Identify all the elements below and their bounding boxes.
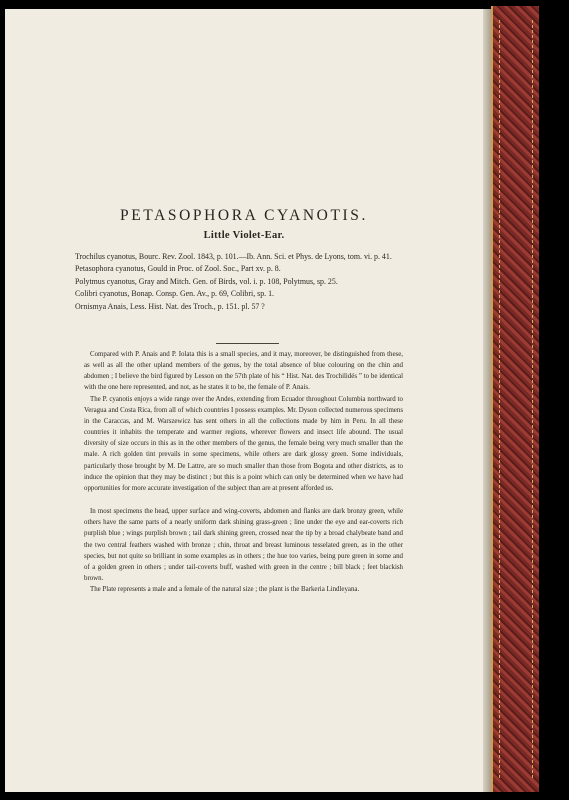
divider-rule bbox=[216, 343, 279, 344]
page-subtitle: Little Violet-Ear. bbox=[203, 230, 285, 241]
synonymy-entry: Colibri cyanotus, Bonap. Consp. Gen. Av., p. 69, Colibri, sp. 1. bbox=[75, 289, 275, 299]
body-paragraph: Compared with P. Anais and P. Iolata this is a small species, and it may, moreover, be distinguished from these, as well as all the other upland members of the genus, by the total absence of blue colouring on the chin and abdomen ; I believe the bird figured by Lesson on the 57th plate of his “ Hist. Nat. des Trochilidés ” to be identical with the one here represented, and not, as he states it to be, the female of P. Anais. bbox=[84, 351, 403, 392]
synonymy-entry: Ornismya Anais, Less. Hist. Nat. des Troch., p. 151. pl. 57 ? bbox=[75, 301, 265, 311]
synonymy-entry: Polytmus cyanotus, Gray and Mitch. Gen. of Birds, vol. i. p. 108, Polytmus, sp. 25. bbox=[75, 276, 338, 286]
body-text bbox=[84, 349, 403, 595]
synonymy-entry: Petasophora cyanotus, Gould in Proc. of Zool. Soc., Part xv. p. 8. bbox=[75, 264, 281, 274]
page-edge bbox=[483, 9, 491, 792]
synonymy-list bbox=[75, 251, 420, 313]
book-binding-edge bbox=[491, 6, 539, 792]
body-paragraph: In most specimens the head, upper surface and wing-coverts, abdomen and flanks are dark bronzy green, while others have the same parts of a nearly uniform dark shining grass-green ; line under the eye and ear-coverts rich purplish blue ; wings purplish brown ; tail dark shining green, crossed near the tip by a broad chalybeate band and the two central feathers washed with bronze ; chin, throat and breast luminous tesselated green, as in the other species, but not quite so brilliant in some examples as in others ; the hue too varies, being pure green in some and of a golden green in others ; under tail-coverts buff, washed with green in the centre ; bill black ; feet blackish brown. bbox=[84, 508, 403, 582]
body-paragraph: The Plate represents a male and a female of the natural size ; the plant is the Barkeria Lindleyana. bbox=[90, 586, 360, 594]
body-paragraph: The P. cyanotis enjoys a wide range over the Andes, extending from Ecuador throughout Columbia northward to Veragua and Costa Rica, from all of which countries I possess examples. Mr. Dyson collected numerous specimens in the Caraccas, and M. Warszewicz has sent others in all the collections made by him in Peru. In all these countries it inhabits the temperate and warmer regions, wherever flowers and insect life abound. The usual diversity of size occurs in this as in the other members of the genus, the female being very much smaller than the male. A rich golden tint prevails in some specimens, while others are dark glossy green. Some individuals, particularly those brought by M. De Lattre, are so much smaller than those from Bogota and other districts, as to induce the opinion that they may be distinct ; but this is a point which can only be determined when we have had opportunities for more accurate investigation of the subject than are at present afforded us. bbox=[84, 395, 403, 492]
page-title: PETASOPHORA CYANOTIS. bbox=[119, 207, 368, 224]
synonymy-entry: Trochilus cyanotus, Bourc. Rev. Zool. 1843, p. 101.—Ib. Ann. Sci. et Phys. de Lyons, tom. vi. p. 41. bbox=[75, 252, 392, 261]
